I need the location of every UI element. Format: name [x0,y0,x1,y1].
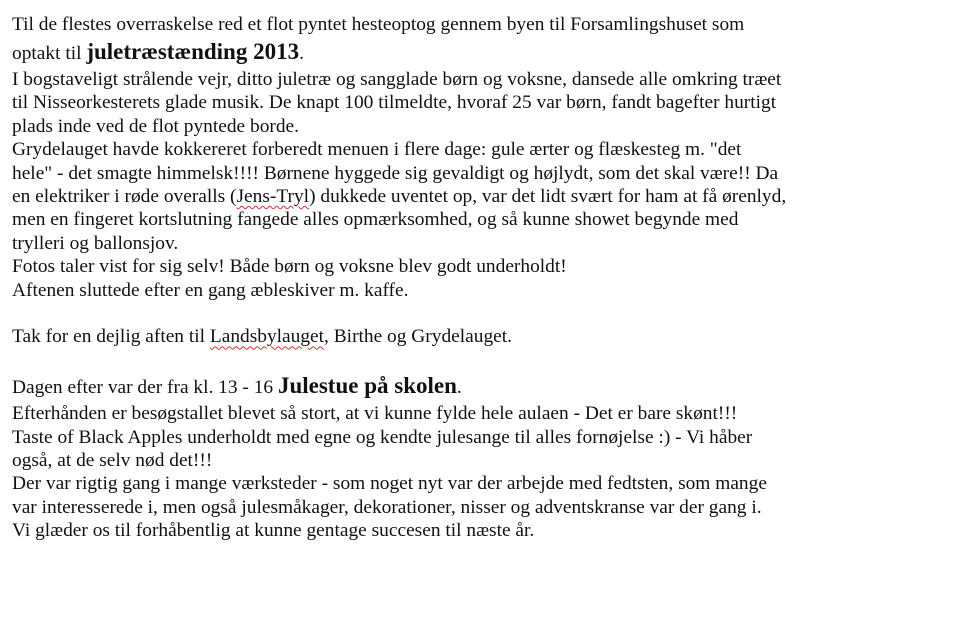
text-fragment: ) dukkede uventet op, var det lidt svært for ham at få ørenlyd, [309,186,787,208]
text-line [12,38,952,68]
text-fragment: Dagen efter var der fra kl. 13 - 16 [12,377,278,399]
text-line: plads inde ved de flot pyntede borde. [12,115,300,137]
text-line: hele" - det smagte himmelsk!!!! Børnene hyggede sig gevaldigt og højlydt, som det skal være!! Da [12,162,779,184]
text-line: Efterhånden er besøgstallet blevet så stort, at vi kunne fylde hele aulaen - Det er bare skønt!!! [12,403,738,425]
text-line: Vi glæder os til forhåbentlig at kunne gentage succesen til næste år. [12,520,535,542]
text-fragment: Tak for en dejlig aften til [12,326,210,348]
blank-line [12,349,952,372]
text-line: men en fingeret kortslutning fangede alles opmærksomhed, og så kunne showet begynde med [12,209,739,231]
text-line: også, at de selv nød det!!! [12,450,213,472]
text-line [12,372,952,402]
text-line: Grydelauget havde kokkereret forberedt menuen i flere dage: gule ærter og flæskesteg m. "det [12,139,742,161]
text-fragment: , Birthe og Grydelauget. [324,326,512,348]
text-fragment: . [299,43,304,64]
text-line: til Nisseorkesterets glade musik. De knapt 100 tilmeldte, hvoraf 25 var børn, fandt bagefter hurtigt [12,92,777,114]
text-line: Aftenen sluttede efter en gang æbleskiver m. kaffe. [12,279,409,301]
blank-line [12,302,952,325]
paragraph-menu-show [12,138,952,255]
text-fragment: . [456,377,462,399]
text-line: var interesserede i, men også julesmåkager, dekorationer, nisser og adventskranse var der gang i. [12,496,762,518]
emphasis-julestue: Julestue på skolen [277,373,457,399]
text-line: Der var rigtig gang i mange værksteder - som noget nyt var der arbejde med fedtsten, som mange [12,473,767,495]
text-line: Fotos taler vist for sig selv! Både børn og voksne blev godt underholdt! [12,256,567,278]
text-fragment: optakt til [12,43,87,64]
text-line: trylleri og ballonsjov. [12,232,179,254]
paragraph-weather-music [12,68,952,138]
paragraph-julestue [12,372,952,542]
text-line [12,325,952,348]
text-fragment: en elektriker i røde overalls ( [12,186,237,208]
text-line: I bogstaveligt strålende vejr, ditto juletræ og sangglade børn og voksne, dansede alle omkring træet [12,69,782,90]
paragraph-juletraestaending [12,12,952,68]
text-line [12,185,952,208]
spellcheck-word: Landsbylauget [209,326,325,348]
emphasis-juletraestaending: juletræstænding 2013 [86,39,300,64]
paragraph-photos-evening [12,255,952,302]
paragraph-thanks [12,325,952,348]
document-body [12,12,952,543]
text-line: Til de flestes overraskelse red et flot pyntet hesteoptog gennem byen til Forsamlingshuset som [12,14,745,35]
spellcheck-word: Jens-Tryl [236,186,310,208]
text-line: Taste of Black Apples underholdt med egne og kendte julesange til alles fornøjelse :) - Vi håber [12,426,753,448]
